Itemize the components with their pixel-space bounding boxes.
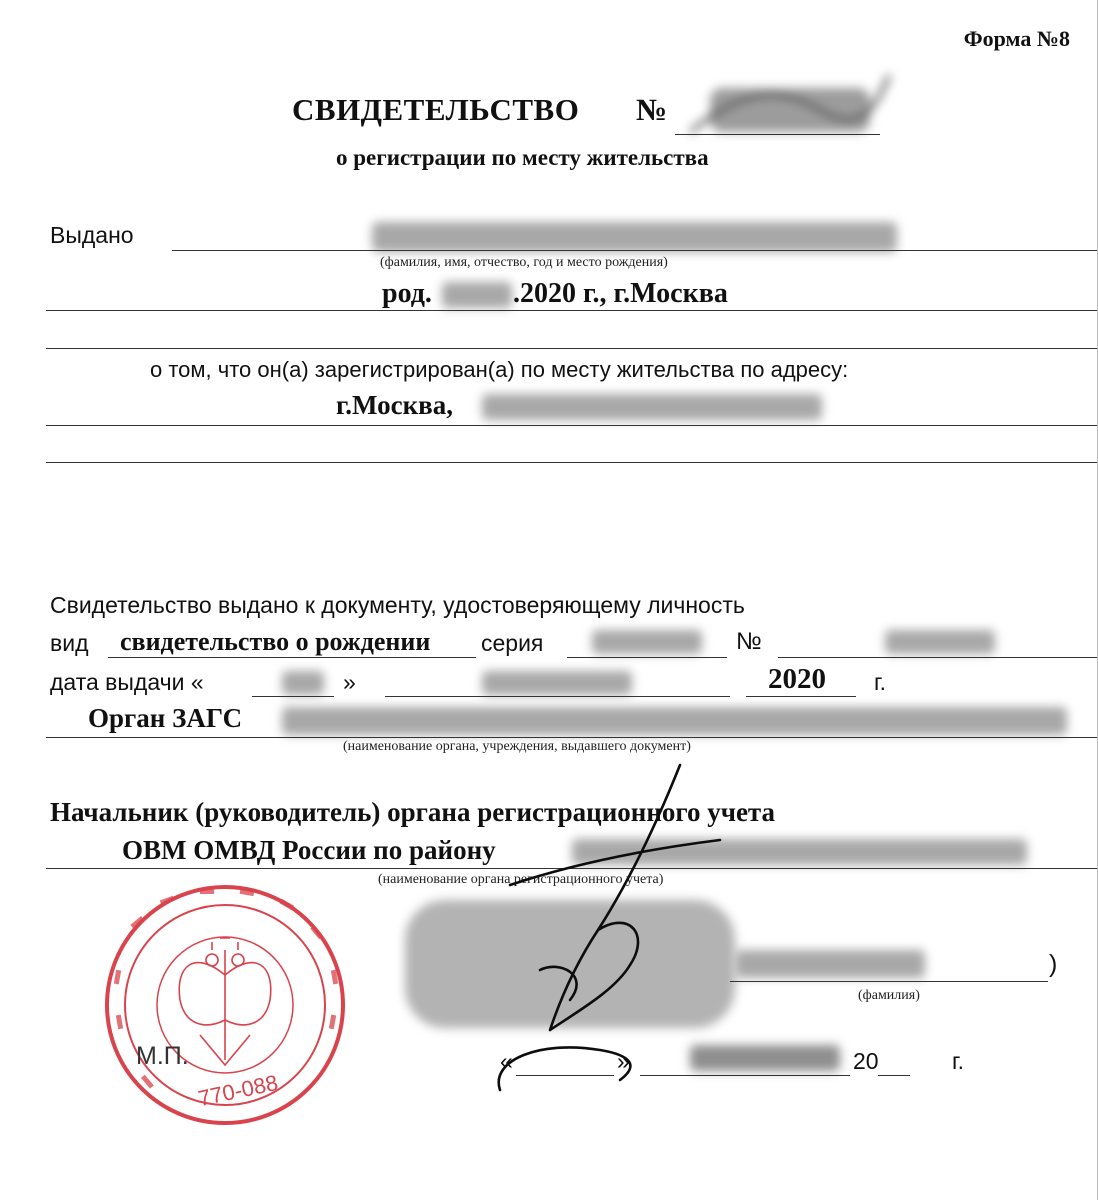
- signing-year-line: [878, 1075, 910, 1076]
- document-type-label: вид: [50, 630, 89, 656]
- document-type-value: свидетельство о рождении: [120, 627, 431, 656]
- issue-year-line: [746, 696, 856, 697]
- series-line: [567, 657, 727, 658]
- official-stamp: [100, 880, 350, 1130]
- issued-to-caption: (фамилия, имя, отчество, год и место рождения): [380, 255, 668, 270]
- number-sign: №: [636, 92, 668, 127]
- redacted-certificate-number: [690, 70, 890, 140]
- redacted-issuer-name: [282, 707, 1067, 735]
- redacted-series: [592, 630, 702, 654]
- head-title: Начальник (руководитель) органа регистрационного учета: [50, 797, 776, 827]
- signing-year-suffix: г.: [952, 1048, 964, 1074]
- signing-month-line: [640, 1075, 850, 1076]
- document-title: СВИДЕТЕЛЬСТВО: [292, 92, 580, 127]
- form-number: Форма №8: [963, 26, 1070, 51]
- issue-date-label: дата выдачи «: [50, 669, 204, 695]
- head-org-prefix: ОВМ ОМВД России по району: [122, 835, 496, 865]
- registration-text: о том, что он(а) зарегистрирован(а) по месту жительства по адресу:: [150, 357, 849, 382]
- redacted-signing-month: [690, 1045, 840, 1071]
- address-line: [46, 425, 1098, 426]
- issue-year: 2020: [768, 663, 826, 695]
- address-city: г.Москва,: [336, 390, 453, 420]
- issue-day-line: [252, 696, 334, 697]
- issue-year-suffix: г.: [874, 669, 886, 695]
- issue-month-line: [385, 696, 730, 697]
- birth-prefix: род.: [382, 278, 432, 309]
- redacted-issue-day: [282, 671, 324, 695]
- redacted-birth-date: [442, 282, 512, 308]
- document-number-label: №: [736, 628, 762, 655]
- surname-close-paren: ): [1049, 950, 1058, 978]
- issuer-caption: (наименование органа, учреждения, выдавшего документ): [343, 739, 691, 754]
- issued-to-line: [172, 250, 1098, 251]
- redacted-official-surname: [735, 950, 925, 978]
- surname-caption: (фамилия): [858, 988, 920, 1003]
- redacted-full-name: [372, 222, 897, 252]
- head-org-caption: (наименование органа регистрационного учета): [378, 872, 664, 887]
- document-number-line: [778, 657, 1098, 658]
- signing-date-close-quote: »: [617, 1048, 630, 1074]
- issued-to-label: Выдано: [50, 222, 134, 248]
- stamp-mp-label: М.П.: [136, 1042, 189, 1070]
- issuer-prefix: Орган ЗАГС: [88, 703, 243, 733]
- document-type-line: [108, 657, 476, 658]
- identity-intro: Свидетельство выдано к документу, удостоверяющему личность: [50, 592, 745, 618]
- birth-line: [46, 310, 1098, 311]
- redacted-issue-month: [482, 671, 632, 695]
- certificate-number-line: [675, 134, 880, 135]
- signing-century: 20: [853, 1048, 879, 1074]
- issuer-line: [46, 737, 1098, 738]
- surname-line: [730, 981, 1048, 982]
- signing-day-line: [516, 1075, 614, 1076]
- redacted-address: [482, 394, 822, 420]
- signing-date-open-quote: «: [500, 1048, 513, 1074]
- series-label: серия: [481, 630, 544, 656]
- blank-line-2: [46, 462, 1098, 463]
- blank-line-1: [46, 348, 1098, 349]
- issue-date-close: »: [343, 669, 356, 695]
- redacted-document-number: [885, 630, 995, 654]
- document-subtitle: о регистрации по месту жительства: [336, 145, 709, 170]
- birth-suffix: .2020 г., г.Москва: [513, 278, 728, 309]
- stamp-code: 770-088: [196, 1069, 281, 1112]
